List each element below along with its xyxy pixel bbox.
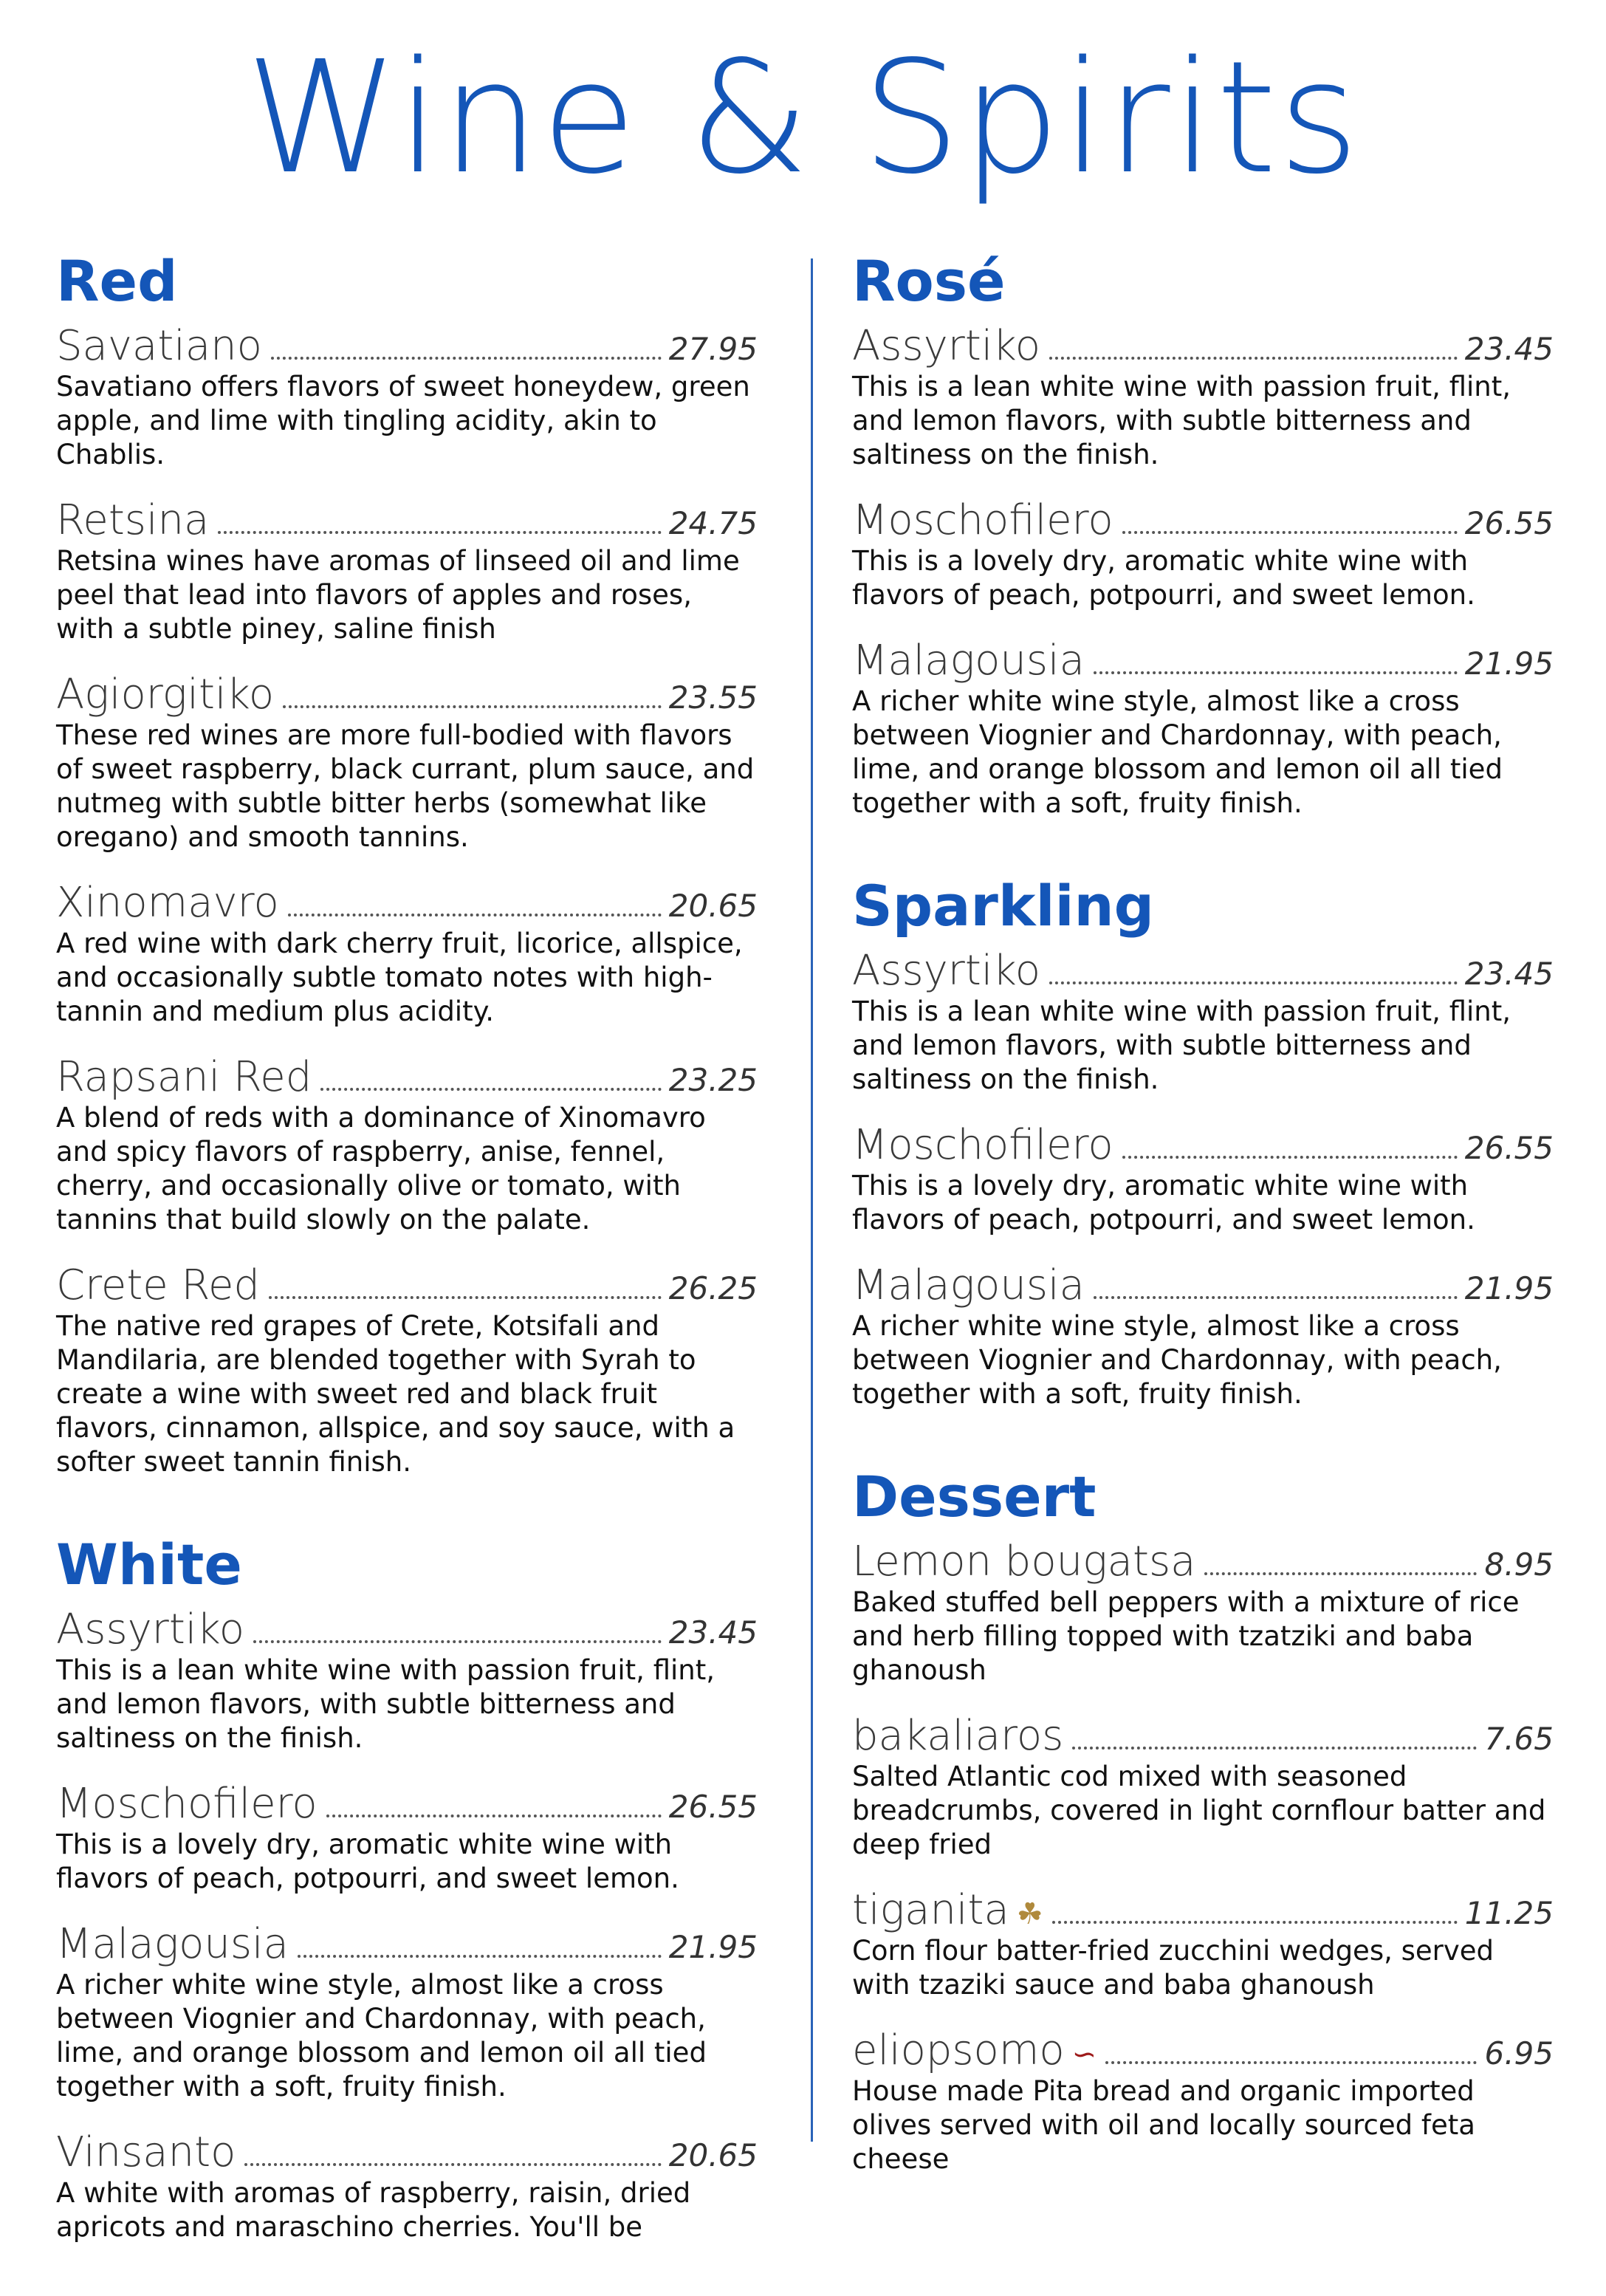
section-title: White [56, 1532, 242, 1597]
spicy-icon: ∽ [1071, 2038, 1097, 2071]
section-red [56, 247, 758, 1479]
item-name: Malagousia [852, 637, 1085, 685]
item-price: 26.55 [1464, 505, 1554, 541]
item-description: Baked stuffed bell peppers with a mixture of rice and herb filling topped with tzatziki and baba ghanoush [852, 1586, 1520, 1686]
menu-item [852, 497, 1554, 612]
menu-item [852, 1122, 1554, 1237]
dot-leader [320, 1088, 661, 1091]
item-description: Savatiano offers flavors of sweet honeydew, green apple, and lime with tingling acidity, akin to Chablis. [56, 371, 750, 470]
menu-item [852, 1713, 1554, 1862]
dot-leader [1049, 981, 1458, 984]
item-price: 20.65 [668, 888, 758, 924]
item-description: This is a lean white wine with passion fruit, flint, and lemon flavors, with subtle bitterness and saltiness on the finish. [852, 371, 1511, 470]
item-name: Lemon bougatsa [852, 1538, 1196, 1586]
menu-item [852, 323, 1554, 472]
item-name: eliopsomo [852, 2026, 1065, 2074]
dot-leader [1105, 2061, 1477, 2064]
dot-leader [1122, 1156, 1458, 1159]
dot-leader [218, 531, 661, 534]
dot-leader [1072, 1747, 1477, 1750]
item-price: 23.55 [668, 679, 758, 716]
item-name: Rapsani Red [56, 1053, 312, 1101]
dot-leader [1122, 531, 1458, 534]
menu-item [56, 880, 758, 1029]
section-sparkling [852, 872, 1554, 1411]
item-description: A white with aromas of raspberry, raisin, dried apricots and maraschino cherries. You'll be [56, 2177, 691, 2243]
item-description: A richer white wine style, almost like a cross between Viognier and Chardonnay, with peach, lime, and orange blossom and lemon oil all tied together with a soft, fruity finish. [852, 685, 1503, 819]
menu-item [56, 1606, 758, 1755]
item-price: 6.95 [1484, 2035, 1554, 2071]
item-name: Agiorgitiko [56, 671, 275, 719]
item-name: tiganita [852, 1886, 1009, 1934]
item-name: bakaliaros [852, 1712, 1064, 1760]
item-price: 11.25 [1464, 1895, 1554, 1931]
item-price: 7.65 [1484, 1721, 1554, 1757]
item-price: 24.75 [668, 505, 758, 541]
item-price: 23.25 [668, 1062, 758, 1098]
item-name: Malagousia [852, 1261, 1085, 1309]
vegetarian-leaf-icon: ☘ [1016, 1897, 1043, 1931]
menu-item [56, 323, 758, 472]
section-title: Sparkling [852, 873, 1155, 939]
dot-leader [1049, 357, 1458, 360]
item-description: House made Pita bread and organic imported olives served with oil and locally sourced feta cheese [852, 2075, 1475, 2175]
page-title: Wine & Spirits [245, 27, 1361, 208]
menu-item [852, 1538, 1554, 1687]
item-name: Moschofilero [852, 496, 1113, 544]
item-price: 23.45 [1464, 331, 1554, 367]
item-description: A richer white wine style, almost like a cross between Viognier and Chardonnay, with peach, together with a soft, fruity finish. [852, 1310, 1502, 1410]
item-description: Salted Atlantic cod mixed with seasoned breadcrumbs, covered in light cornflour batter and deep fried [852, 1761, 1546, 1860]
section-title: Rosé [852, 248, 1006, 314]
section-white [56, 1531, 758, 2244]
section-rose [852, 247, 1554, 820]
dot-leader [1094, 671, 1458, 674]
section-title: Dessert [852, 1464, 1097, 1529]
left-column [56, 247, 758, 2296]
item-description: This is a lovely dry, aromatic white wine with flavors of peach, potpourri, and sweet lemon. [56, 1829, 679, 1894]
dot-leader [1204, 1572, 1477, 1575]
menu-item [56, 1921, 758, 2104]
dot-leader [271, 357, 662, 360]
dot-leader [1052, 1921, 1458, 1924]
item-description: Retsina wines have aromas of linseed oil and lime peel that lead into flavors of apples and roses, with a subtle piney, saline finish [56, 545, 740, 645]
dot-leader [288, 914, 662, 916]
item-name: Xinomavro [56, 879, 279, 927]
dot-leader [244, 2163, 661, 2166]
section-dessert [852, 1463, 1554, 2176]
item-name: Vinsanto [56, 2128, 236, 2176]
item-price: 23.45 [1464, 956, 1554, 992]
item-description: Corn flour batter-fried zucchini wedges, served with tzaziki sauce and baba ghanoush [852, 1935, 1495, 2001]
item-description: This is a lean white wine with passion fruit, flint, and lemon flavors, with subtle bitterness and saltiness on the finish. [56, 1654, 715, 1754]
item-description: These red wines are more full-bodied with flavors of sweet raspberry, black currant, plum sauce, and nutmeg with subtle bitter herbs (somewhat like oregano) and smooth tannins. [56, 719, 755, 853]
item-price: 26.55 [668, 1789, 758, 1825]
item-price: 27.95 [668, 331, 758, 367]
dot-leader [253, 1640, 662, 1643]
menu-item [56, 1054, 758, 1237]
dot-leader [269, 1296, 662, 1299]
item-description: This is a lovely dry, aromatic white wine with flavors of peach, potpourri, and sweet lemon. [852, 1170, 1475, 1236]
menu-item [852, 2027, 1554, 2176]
item-description: A blend of reds with a dominance of Xinomavro and spicy flavors of raspberry, anise, fennel, cherry, and occasionally olive or tomato, with tannins that build slowly on the palate. [56, 1102, 706, 1236]
menu-item [56, 1781, 758, 1896]
menu-item [56, 1262, 758, 1479]
right-column [852, 247, 1554, 2228]
item-name: Assyrtiko [56, 1606, 245, 1654]
item-price: 20.65 [668, 2137, 758, 2173]
item-price: 21.95 [1464, 645, 1554, 682]
item-price: 26.55 [1464, 1130, 1554, 1166]
item-name: Assyrtiko [852, 322, 1041, 370]
menu-item [852, 637, 1554, 820]
item-description: A richer white wine style, almost like a cross between Viognier and Chardonnay, with peach, lime, and orange blossom and lemon oil all tied together with a soft, fruity finish. [56, 1969, 707, 2103]
item-price: 23.45 [668, 1614, 758, 1651]
item-name: Moschofilero [852, 1121, 1113, 1169]
menu-item [852, 947, 1554, 1097]
section-title: Red [56, 248, 178, 314]
item-description: A red wine with dark cherry fruit, licorice, allspice, and occasionally subtle tomato notes with high-tannin and medium plus acidity. [56, 928, 743, 1027]
menu-item [56, 497, 758, 646]
item-name: Moschofilero [56, 1780, 318, 1828]
item-price: 26.25 [668, 1270, 758, 1306]
column-divider [811, 258, 813, 2142]
dot-leader [298, 1955, 662, 1958]
item-name: Crete Red [56, 1261, 260, 1309]
item-price: 21.95 [668, 1929, 758, 1965]
menu-item [852, 1887, 1554, 2002]
item-name: Assyrtiko [852, 947, 1041, 995]
item-price: 21.95 [1464, 1270, 1554, 1306]
dot-leader [326, 1814, 662, 1817]
menu-item [56, 671, 758, 854]
item-name: Savatiano [56, 322, 262, 370]
item-description: This is a lovely dry, aromatic white wine with flavors of peach, potpourri, and sweet lemon. [852, 545, 1475, 611]
dot-leader [1094, 1296, 1458, 1299]
item-name: Retsina [56, 496, 210, 544]
item-name: Malagousia [56, 1920, 289, 1968]
menu-item [56, 2129, 758, 2244]
item-price: 8.95 [1484, 1546, 1554, 1583]
item-description: The native red grapes of Crete, Kotsifali and Mandilaria, are blended together with Syrah to create a wine with sweet red and black fruit flavors, cinnamon, allspice, and soy sauce, with a softer sweet tannin finish. [56, 1310, 735, 1478]
item-description: This is a lean white wine with passion fruit, flint, and lemon flavors, with subtle bitterness and saltiness on the finish. [852, 995, 1511, 1095]
menu-item [852, 1262, 1554, 1411]
dot-leader [283, 705, 662, 708]
